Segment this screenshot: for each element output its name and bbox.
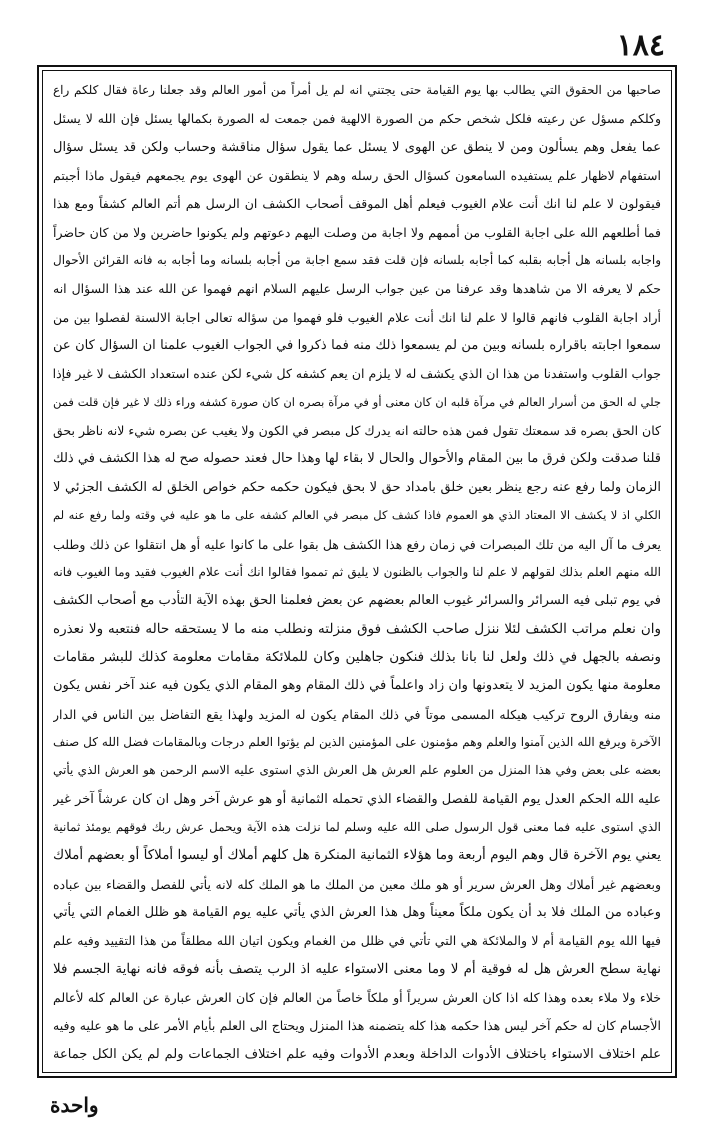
text-line: فما أطلعهم الله على اجابة القلوب من أممهم ولا اجابة من وصلت اليهم دعوتهم ولم يكونوا حاضرين ولا من كان حاضراً <box>53 224 661 240</box>
catchword: واحدة <box>50 1093 99 1117</box>
text-line: وكلكم مسؤل عن رعيته فلكل شخص حكم من الصورة الالهية فمن جمعت له الصورة بكمالها يسئل فإن الله لا يسئل <box>53 111 661 127</box>
text-line: واجابه بلسانه هل أجابه بقلبه كما أجابه بلسانه فإن قلت فقد سمع اجابة من أجابه بلسانه وما أجابه به فانه القرائن الأحوال <box>53 253 661 268</box>
text-line: عما يفعل وهم يسألون ومن لا ينطق عن الهوى لا يسئل عما يقول سؤال مناقشة وحساب ولكن قد يسئل سؤال <box>53 139 661 155</box>
text-line: علم اختلاف الاستواء باختلاف الأدوات الداخلة وبعدم الأدوات وفيه علم اختلاف الجماعات ولم لم يكن الكل جماعة <box>53 1046 661 1062</box>
page-number: ١٨٤ <box>616 28 665 63</box>
text-body <box>53 79 661 1066</box>
text-line: الذي استوى عليه فما معنى قول الرسول صلى الله عليه وسلم لما نزلت هذه الآية ويحمل عرش ربك فوقهم يومئذ ثمانية <box>53 819 661 834</box>
text-line: ونصفه بالجهل في ذلك ولعل لنا بانا بذلك فنكون جاهلين وكان للملائكة مقامات معلومة كذلك للبشر مقامات <box>53 648 661 665</box>
text-line: كان الحق بصره قد سمعتك تقول فمن هذه حالته انه يدرك كل مبصر في الكون ولا يغيب عن بصره شيء لانه ناظر بحق <box>53 423 661 439</box>
text-line: الزمان ولما رفع عنه رجع ينظر بعين خلق بامداد حق لا بحق فيكون حكمه حكم خواص الخلق له الكشف الجزئي لا <box>53 479 661 495</box>
text-line: حكم لا يعرفه الا من شاهدها وقد عرفنا من عين جواب الرسل عليهم السلام انهم فهموا عن الله عند هذا السؤال انه <box>53 281 661 297</box>
text-frame <box>37 65 677 1078</box>
text-line: فيقولون لا علم لنا انك أنت علام الغيوب فيعلم أهل الموقف أصحاب الكشف ان الرسل هم أتم العالم كشفاً ومع هذا <box>53 196 661 212</box>
text-line: وبعضهم غير أملاك وهل العرش سرير أو هو ملك معين من الملك ما هو الملك كله لانه يأتي للفصل والقضاء بين عباده <box>53 876 661 892</box>
inner-frame-border <box>42 70 672 1073</box>
text-line: استفهام لاظهار علم يستفيده السامعون كسؤال الحق رسله وهم لا ينطقون عن الهوى يوم يجمعهم فيقول ماذا أجبتم <box>53 168 661 184</box>
text-line: يعني يوم الآخرة قال وهم اليوم أربعة وما هؤلاء الثمانية المنكرة هل كلهم أملاك أو ليسوا أملاكاً أو بعضهم أملاك <box>53 847 661 864</box>
text-line: الكلي اذ لا يكشف الا المعتاد الذي هو العموم فاذا كشف كل مبصر في العالم كشفه على ما هو عليه في وقته ولما رفع عنه لم <box>53 508 661 523</box>
text-line: خلاء ولا ملاء بعده وهذا كله اذا كان العرش سريراً أو ملكاً خاصاً من العالم فإن كان العرش عبارة عن العالم كله لأعالم <box>53 990 661 1005</box>
text-line: الأجسام كان له حكم آخر ليس هذا حكمه هذا كله يتضمنه هذا المنزل ويحتاج الى العلم بأيام الأمر على ما هو عليه وفيه <box>53 1018 661 1034</box>
text-line: يعرف ما آل اليه من تلك المبصرات في زمان رفع هذا الكشف هل بقوا على ما كانوا عليه أو هل انتقلوا عن ذلك وطلب <box>53 536 661 552</box>
text-line: بعضه على بعض وفي هذا المنزل من العلوم علم العرش هل العرش الذي استوى عليه الاسم الرحمن هو العرش الذي يأتي <box>53 763 661 778</box>
text-line: أراد اجابة القلوب فانهم قالوا لا علم لنا انك أنت علام الغيوب فلو فهموا من سؤاله تعالى اجابة الالسنة لفصلوا بين من <box>53 309 661 325</box>
text-line: معلومة منها يكون المزيد لا يتعدونها وان زاد واعلماً في ذلك المقام وهو المقام الذي يكون فيه عند آخر نفس يكون <box>53 678 661 694</box>
text-line: صاحبها من الحقوق التي يطالب بها يوم القيامة حتى يجتني انه لم يل أمراً من أمور العالم وقد جعلنا رعاة فقال كلكم راع <box>53 83 661 97</box>
text-line: فيها الله يوم القيامة أم لا والملائكة هي التي تأتي في ظلل من الغمام ويكون اتيان الله مطلقاً من هذا التقييد وفيه علم <box>53 933 661 949</box>
text-line: منه ويفارق الروح تركيب هيكله المسمى موتاً في ذلك المقام يكون له المزيد ولهذا يقع التفاضل بين الناس في الدار <box>53 706 661 722</box>
text-line: في يوم تبلى فيه السرائر والسرائر غيوب العالم بعضهم عن بعض فعلمنا الحق بهذه الآية التأدب مع أصحاب الكشف <box>53 593 661 609</box>
text-line: جلي له الحق من أسرار العالم في مرآة قلبه ان كان معنى أو في مرآة بصره ان كان صورة كشفه وراء ذلك لا غير فإن قلت فمن <box>53 394 661 409</box>
text-line: عليه الله الحكم العدل يوم القيامة للفصل والقضاء الذي تحمله الثمانية أو هو عرش آخر وهل ان كان عرشاً آخر غير <box>53 791 661 807</box>
text-line: نهاية سطح العرش هل له فوقية أم لا وما معنى الاستواء عليه اذ الرب يتصف بأنه فوقه فانه نهاية الجسم فلا <box>53 960 661 977</box>
text-line: الآخرة ويرفع الله الذين آمنوا والعلم وهم مؤمنون على المؤمنين الذين لم يؤتوا العلم درجات وبالمقامات فضل الله كل صنف <box>53 734 661 749</box>
text-line: الله منهم العلم بذلك لقولهم لا علم لنا والجواب بالظنون لا يليق ثم تمموا فقالوا انك أنت علام الغيوب فقيد وما الغيوب فانه <box>53 564 661 579</box>
text-line: وان نعلم مراتب الكشف لئلا ننزل صاحب الكشف فوق منزلته ونطلب منه ما لا يستحقه حاله فنتعبه ولا نعذره <box>53 620 661 637</box>
text-line: قلنا صدقت ولكن فرق ما بين المقام والأحوال والحال لا بقاء لها وهذا حال فعند حصوله صح له هذا الكشف في ذلك <box>53 451 661 467</box>
text-line: وعباده من الملك فلا بد أن يكون ملكاً معيناً وهل هذا العرش الذي يأتي عليه يوم القيامة هو ظلل الغمام التي يأتي <box>53 904 661 920</box>
text-line: جواب القلوب واستفدنا من هذا ان الذي يكشف له لا يلزم ان يعم كشفه كل شيء لكن عنده استعداد الكشف لا غير فإذا <box>53 366 661 382</box>
text-line: سمعوا اجابته باقراره بلسانه وبين من لم يسمعوا ذلك منه فما ذكروا في الجواب الغيوب علمنا ان السؤال كان عن <box>53 338 661 354</box>
